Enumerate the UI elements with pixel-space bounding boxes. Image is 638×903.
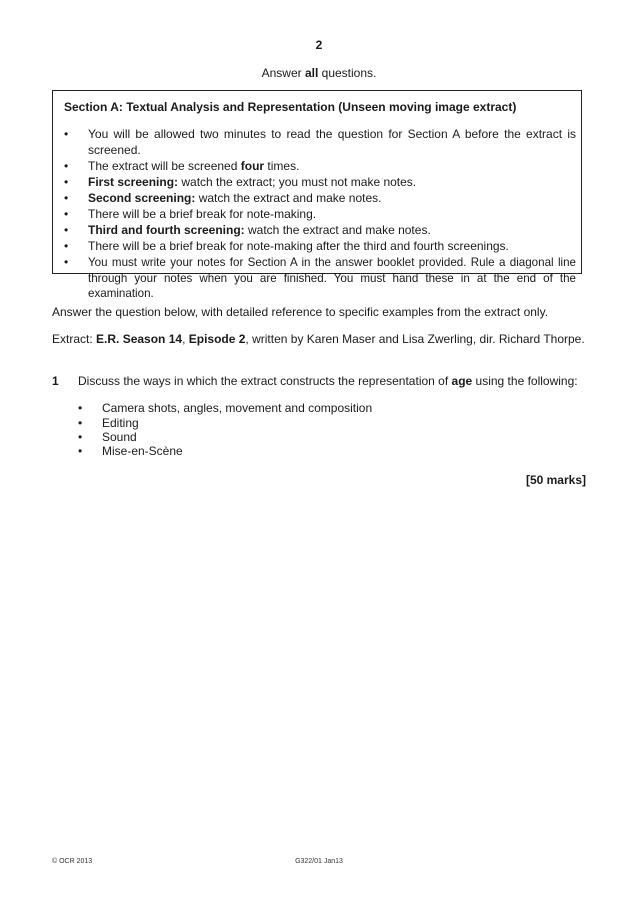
marks-allocation: [50 marks] xyxy=(525,473,586,487)
footer-paper-code: G322/01 Jan13 xyxy=(295,858,343,865)
section-bullet-8: • You must write your notes for Section A in the answer booklet provided. Rule a diagonal line through your notes when you are finished. You must hand these in at the end of the examination. xyxy=(64,255,576,300)
answer-instruction: Answer the question below, with detailed reference to specific examples from the extract only. xyxy=(52,305,549,319)
bullet-icon: • xyxy=(64,191,69,205)
bullet-icon: • xyxy=(64,255,69,269)
section-a-title: Section A: Textual Analysis and Representation (Unseen moving image extract) xyxy=(64,100,517,114)
bullet-icon: • xyxy=(64,207,69,221)
instruction-emphasis: all xyxy=(304,66,319,80)
bullet-icon: • xyxy=(64,159,69,173)
section-bullet-1: • You will be allowed two minutes to read the question for Section A before the extract is screened. xyxy=(64,127,576,157)
bullet-icon: • xyxy=(64,127,69,141)
bullet-icon: • xyxy=(64,239,69,253)
extract-reference: Extract: E.R. Season 14, Episode 2, written by Karen Maser and Lisa Zwerling, dir. Richard Thorpe. xyxy=(52,332,585,346)
question-number: 1 xyxy=(52,374,59,388)
bullet-icon: • xyxy=(78,444,83,458)
bullet-icon: • xyxy=(64,223,69,237)
bullet-icon: • xyxy=(78,416,83,430)
bullet-icon: • xyxy=(78,430,83,444)
bullet-icon: • xyxy=(78,401,83,415)
general-instruction: Answer all questions. xyxy=(261,66,377,80)
bullet-icon: • xyxy=(64,175,69,189)
page-number: 2 xyxy=(315,38,323,52)
footer-copyright: © OCR 2013 xyxy=(52,858,93,865)
question-text: Discuss the ways in which the extract constructs the representation of age using the following: xyxy=(78,374,578,388)
